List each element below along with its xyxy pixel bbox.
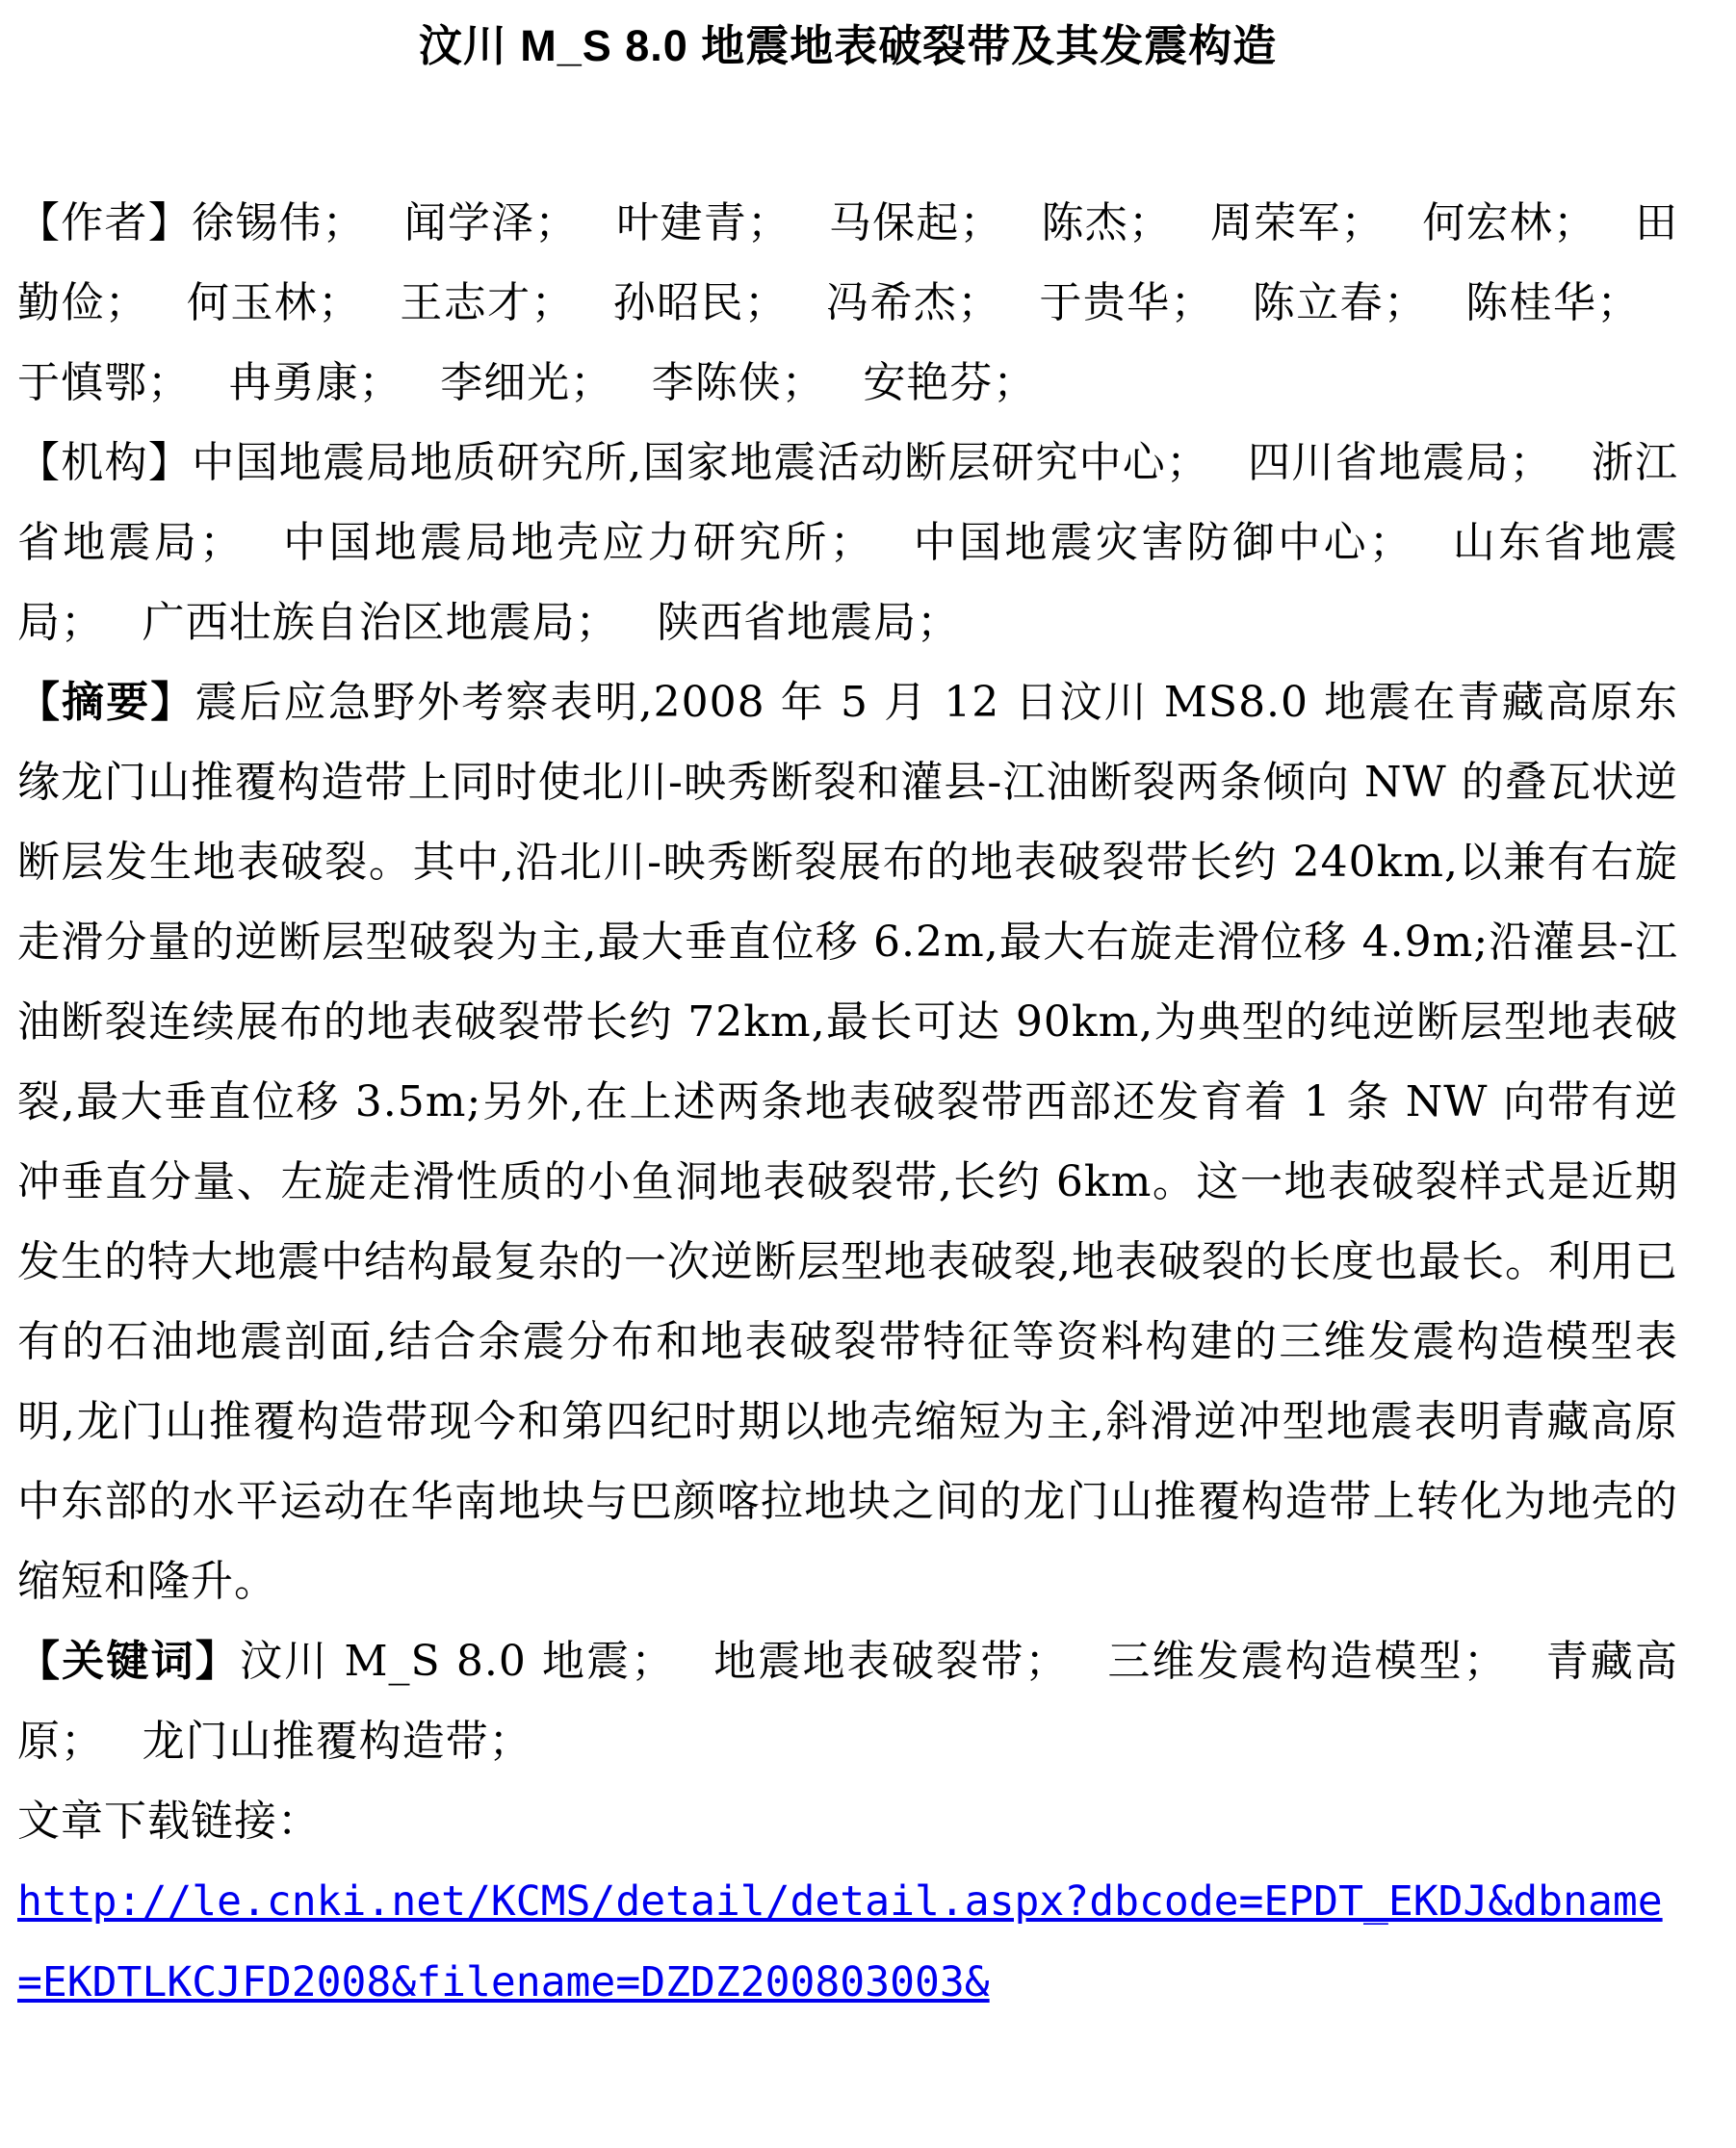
author-name: 于贵华； xyxy=(1038,278,1214,327)
author-name: 安艳芬； xyxy=(863,358,1037,407)
document-page xyxy=(17,0,1678,2023)
keyword-item: 地震地表破裂带； xyxy=(713,1637,1069,1686)
author-name: 陈桂华； xyxy=(1464,278,1641,327)
abstract-section xyxy=(17,662,1678,1621)
download-link[interactable]: http://le.cnki.net/KCMS/detail/detail.aspx?dbcode=EPDT_EKDJ&dbname=EKDTLKCJFD2008&filename=DZDZ200803003& xyxy=(17,1877,1663,2006)
institution-name: 陕西省地震局； xyxy=(657,598,961,647)
author-name: 陈杰； xyxy=(1041,198,1172,247)
abstract-text: 震后应急野外考察表明,2008 年 5 月 12 日汶川 MS8.0 地震在青藏高原东缘龙门山推覆构造带上同时使北川-映秀断裂和灌县-江油断裂两条倾向 NW 的叠瓦状逆断层发生地表破裂。其中,沿北川-映秀断裂展布的地表破裂带长约 240km,以兼有右旋走滑分量的逆断层型破裂为主,最大垂直位移 6.2m,最大右旋走滑位移 4.9m;沿灌县-江油断裂连续展布的地表破裂带长约 72km,最长可达 90km,为典型的纯逆断层型地表破裂,最大垂直位移 3.5m;另外,在上述两条地表破裂带西部还发育着 1 条 NW 向带有逆冲垂直分量、左旋走滑性质的小鱼洞地表破裂带,长约 6km。这一地表破裂样式是近期发生的特大地震中结构最复杂的一次逆断层型地表破裂,地表破裂的长度也最长。利用已有的石油地震剖面,结合余震分布和地表破裂带特征等资料构建的三维发震构造模型表明,龙门山推覆构造带现今和第四纪时期以地壳缩短为主,斜滑逆冲型地震表明青藏高原中东部的水平运动在华南地块与巴颜喀拉地块之间的龙门山推覆构造带上转化为地壳的缩短和隆升。 xyxy=(17,678,1678,1606)
authors-label: 【作者】 xyxy=(17,198,193,247)
keyword-item: 龙门山推覆构造带； xyxy=(142,1717,532,1766)
institution-name: 广西壮族自治区地震局； xyxy=(142,598,619,647)
institution-name: 山东省地震局； xyxy=(17,518,1679,647)
author-name: 孙昭民； xyxy=(612,278,789,327)
keyword-item: 青藏高原； xyxy=(17,1637,1679,1766)
institutions-section xyxy=(17,423,1678,662)
author-name: 田勤俭； xyxy=(17,198,1679,327)
author-name: 冯希杰； xyxy=(825,278,1001,327)
keywords-section xyxy=(17,1621,1678,1781)
keywords-label: 【关键词】 xyxy=(17,1637,240,1686)
institution-name: 中国地震局地质研究所,国家地震活动断层研究中心； xyxy=(192,438,1210,487)
download-section xyxy=(17,1861,1678,2023)
author-name: 何宏林； xyxy=(1422,198,1597,247)
download-label: 文章下载链接： xyxy=(17,1797,321,1846)
author-name: 于慎鄂； xyxy=(17,358,191,407)
institution-name: 中国地震局地壳应力研究所； xyxy=(280,518,873,567)
author-name: 陈立春； xyxy=(1252,278,1428,327)
institution-name: 四川省地震局； xyxy=(1247,438,1553,487)
keyword-item: 三维发震构造模型； xyxy=(1106,1637,1507,1686)
author-name: 周荣军； xyxy=(1209,198,1385,247)
institution-name: 浙江省地震局； xyxy=(17,438,1679,567)
author-name: 叶建青； xyxy=(615,198,790,247)
author-name: 王志才； xyxy=(399,278,575,327)
author-name: 冉勇康； xyxy=(228,358,402,407)
author-name: 徐锡伟； xyxy=(192,198,366,247)
author-name: 何玉林； xyxy=(186,278,362,327)
paper-title: 汶川 M_S 8.0 地震地表破裂带及其发震构造 xyxy=(418,21,1278,70)
abstract-label: 【摘要】 xyxy=(17,678,195,727)
keyword-item: 汶川 M_S 8.0 地震； xyxy=(239,1637,675,1686)
author-name: 马保起； xyxy=(828,198,1003,247)
institution-name: 中国地震灾害防御中心； xyxy=(911,518,1412,567)
author-name: 李陈侠； xyxy=(651,358,825,407)
institutions-label: 【机构】 xyxy=(17,438,193,487)
author-name: 李细光； xyxy=(440,358,614,407)
author-name: 闻学泽； xyxy=(403,198,579,247)
authors-section xyxy=(17,183,1678,423)
